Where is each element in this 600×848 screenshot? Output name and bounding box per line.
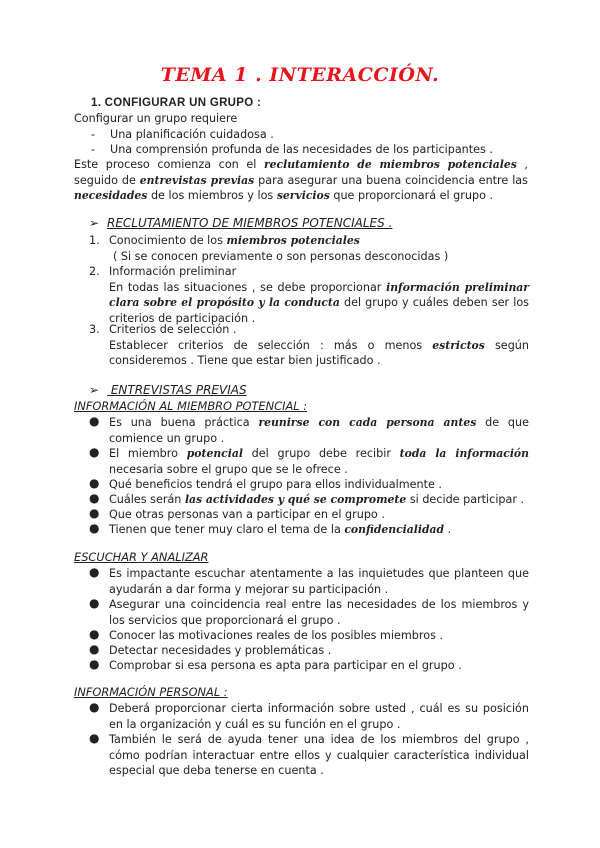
- bullet-icon: ●: [89, 627, 100, 641]
- dash-item: - Una comprensión profunda de las necesidades de los participantes .: [91, 143, 493, 156]
- bullet-icon: ●: [89, 521, 100, 535]
- bullet-item: ● Deberá proporcionar cierta información sobre usted , cuál es su posición en la organización y cuál es su función en el grupo .: [89, 700, 529, 731]
- bullet-item: ● El miembro potencial del grupo debe recibir toda la información necesaria sobre el grupo que se le ofrece .: [89, 445, 529, 476]
- bullet-icon: ●: [89, 491, 100, 505]
- arrow-icon: ➢: [89, 383, 100, 397]
- dash-item: - Una planificación cuidadosa .: [91, 128, 274, 141]
- subheading-escuchar-analizar: ESCUCHAR Y ANALIZAR: [74, 550, 209, 564]
- bullet-item: ● Que otras personas van a participar en el grupo .: [89, 506, 385, 521]
- intro-paragraph: Este proceso comienza con el reclutamiento de miembros potenciales , seguido de entrevistas previas para asegurar una buena coincidencia entre las necesidades de los miembros y los servicios que proporcionará el grupo .: [74, 158, 528, 202]
- page-title: TEMA 1 . INTERACCIÓN.: [160, 64, 440, 86]
- list-item: 1. Conocimiento de los miembros potenciales ( Si se conocen previamente o son personas desconocidas ): [89, 234, 449, 263]
- section-heading-entrevistas: ➢ ENTREVISTAS PREVIAS: [89, 383, 247, 397]
- bullet-item: ● Comprobar si esa persona es apta para participar en el grupo .: [89, 657, 462, 672]
- bullet-icon: ●: [89, 596, 100, 610]
- bullet-icon: ●: [89, 506, 100, 520]
- bullet-icon: ●: [89, 565, 100, 579]
- bullet-icon: ●: [89, 657, 100, 671]
- intro-line: Configurar un grupo requiere: [74, 112, 238, 125]
- bullet-icon: ●: [89, 445, 100, 459]
- bullet-icon: ●: [89, 476, 100, 490]
- bullet-item: ● Tienen que tener muy claro el tema de la confidencialidad .: [89, 521, 452, 536]
- section-heading-reclutamiento: ➢ RECLUTAMIENTO DE MIEMBROS POTENCIALES .: [89, 216, 393, 230]
- bullet-icon: ●: [89, 700, 100, 714]
- heading-configurar-grupo: 1. CONFIGURAR UN GRUPO :: [91, 97, 262, 109]
- bullet-icon: ●: [89, 731, 100, 745]
- list-item: 2. Información preliminar En todas las situaciones , se debe proporcionar información preliminar clara sobre el propósito y la conducta del grupo y cuáles deben ser los criterios de participación .: [89, 265, 529, 325]
- list-item: 3. Criterios de selección . Establecer criterios de selección : más o menos estrictos según consideremos . Tiene que estar bien justificado .: [89, 323, 529, 367]
- bullet-item: ● Es una buena práctica reunirse con cada persona antes de que comience un grupo .: [89, 414, 529, 445]
- bullet-item: ● También le será de ayuda tener una idea de los miembros del grupo , cómo podrían interactuar entre ellos y cualquier característica individual especial que deba tenerse en cuenta .: [89, 731, 529, 777]
- subheading-informacion-miembro: INFORMACIÓN AL MIEMBRO POTENCIAL :: [74, 399, 308, 413]
- bullet-item: ● Conocer las motivaciones reales de los posibles miembros .: [89, 627, 444, 642]
- bullet-icon: ●: [89, 642, 100, 656]
- bullet-item: ● Qué beneficios tendrá el grupo para ellos individualmente .: [89, 476, 442, 491]
- bullet-item: ● Es impactante escuchar atentamente a las inquietudes que planteen que ayudarán a dar forma y mejorar su participación .: [89, 565, 529, 596]
- subheading-informacion-personal: INFORMACIÓN PERSONAL :: [74, 685, 228, 699]
- bullet-item: ● Cuáles serán las actividades y qué se compromete si decide participar .: [89, 491, 525, 506]
- bullet-item: ● Detectar necesidades y problemáticas .: [89, 642, 332, 657]
- bullet-item: ● Asegurar una coincidencia real entre las necesidades de los miembros y los servicios que proporcionará el grupo .: [89, 596, 529, 627]
- bullet-icon: ●: [89, 414, 100, 428]
- arrow-icon: ➢: [89, 216, 100, 230]
